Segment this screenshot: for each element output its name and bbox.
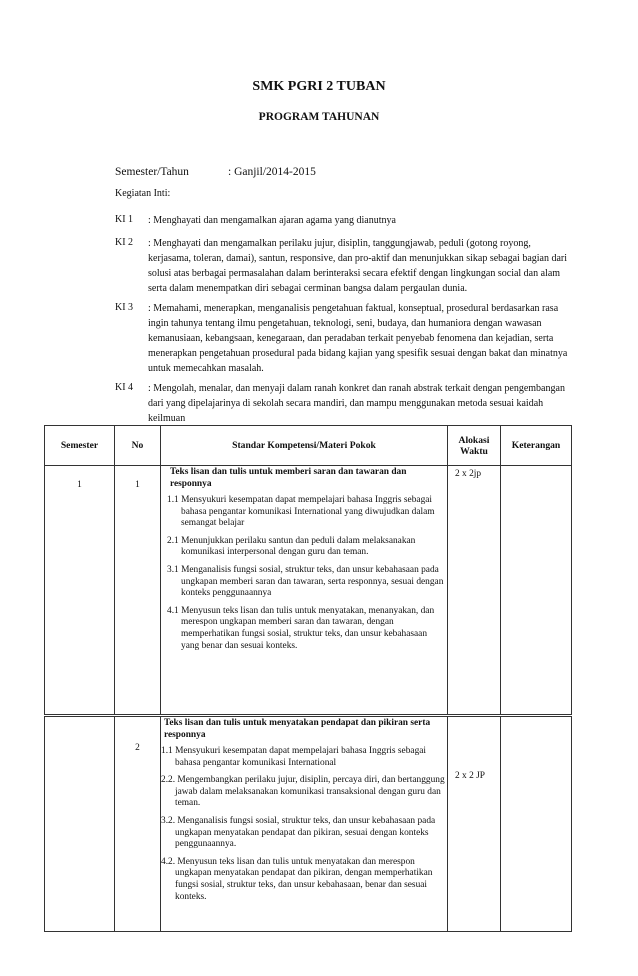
ki-text: : Memahami, menerapkan, menganalisis pengetahuan faktual, konseptual, prosedural berdasarkan rasa ingin tahunya tentang ilmu pengetahuan, teknologi, seni, budaya, dan humaniora dengan wawasan kemanusiaan, kebangsaan, kenegaraan, dan peradaban terkait penyebab fenomena dan kejadian, serta menerapkan pengetahuan prosedural pada bidang kajian yang spesifik sesuai dengan bakat dan minatnya untuk memecahkan masalah. bbox=[148, 303, 568, 374]
row-competency bbox=[161, 466, 448, 716]
row-alokasi: 2 x 2jp bbox=[448, 466, 501, 716]
ki-label: KI 3 bbox=[115, 302, 134, 313]
row-keterangan bbox=[501, 466, 572, 716]
header-alokasi bbox=[448, 426, 501, 466]
competency-item: 4.1 Menyusun teks lisan dan tulis untuk menyatakan, menanyakan, dan merespon ungkapan memberi saran dan tawaran, dengan memperhatikan fungsi sosial, struktur teks, dan unsur kebahasaan yang benar dan sesuai konteks. bbox=[167, 605, 435, 651]
ki-label: KI 4 bbox=[115, 382, 134, 393]
school-title: SMK PGRI 2 TUBAN bbox=[252, 79, 386, 94]
competency-title: Teks lisan dan tulis untuk menyatakan pendapat dan pikiran serta responnya bbox=[164, 718, 431, 740]
kegiatan-label: Kegiatan Inti: bbox=[115, 188, 171, 199]
row-semester bbox=[45, 716, 115, 932]
table-row bbox=[45, 466, 572, 716]
header-alokasi-line2: Waktu bbox=[460, 445, 488, 457]
header-keterangan: Keterangan bbox=[501, 426, 572, 466]
row-semester: 1 bbox=[45, 466, 115, 716]
row-no: 1 bbox=[115, 466, 161, 716]
competency-item: 1.1 Mensyukuri kesempatan dapat mempelajari bahasa Inggris sebagai bahasa pengantar komunikasi International yang diwujudkan dalam semangat belajar bbox=[167, 495, 435, 529]
competency-item: 2.1 Menunjukkan perilaku santun dan peduli dalam melaksanakan komunikasi interpersonal dengan guru dan teman. bbox=[167, 535, 416, 558]
ki-text: : Menghayati dan mengamalkan perilaku jujur, disiplin, tanggungjawab, peduli (gotong royong, kerjasama, toleran, damai), santun, responsive, dan pro-aktif dan menunjukkan sikap sebagai bagian dari solusi atas berbagai permasalahan dalam berinteraksi secara efektif dengan lingkungan social dan alam serta dalam menempatkan diri sebagai cerminan bangsa dalam pergaulan dunia. bbox=[148, 238, 568, 294]
competency-item: 4.2. Menyusun teks lisan dan tulis untuk menyatakan dan merespon ungkapan menyatakan pendapat dan pikiran, dengan memperhatikan fungsi sosial, struktur teks, dan unsur kebahasaan, benar dan sesuai konteks. bbox=[161, 856, 433, 902]
table-row bbox=[45, 716, 572, 932]
row-competency bbox=[161, 716, 448, 932]
header-semester: Semester bbox=[45, 426, 115, 466]
program-title: PROGRAM TAHUNAN bbox=[258, 111, 380, 123]
row-keterangan bbox=[501, 716, 572, 932]
competency-item: 3.2. Menganalisis fungsi sosial, struktur teks, dan unsur kebahasaan pada ungkapan menyatakan pendapat dan pikiran, sesuai dengan konteks penggunaannya. bbox=[161, 815, 436, 850]
competency-item: 3.1 Menganalisis fungsi sosial, struktur teks, dan unsur kebahasaan pada ungkapan memberi saran dan tawaran, serta responnya, sesuai dengan konteks penggunaannya bbox=[167, 564, 444, 599]
header-alokasi-line1: Alokasi bbox=[458, 434, 490, 446]
ki-label: KI 2 bbox=[115, 237, 134, 248]
competency-item: 2.2. Mengembangkan perilaku jujur, disiplin, percaya diri, dan bertanggung jawab dalam melaksanakan komunikasi transaksional dengan guru dan teman. bbox=[161, 775, 445, 809]
row-alokasi: 2 x 2 JP bbox=[448, 716, 501, 932]
ki-text: : Mengolah, menalar, dan menyaji dalam ranah konkret dan ranah abstrak terkait dengan pengembangan dari yang dipelajarinya di sekolah secara mandiri, dan mampu menggunakan metoda sesuai kaidah keilmuan bbox=[148, 383, 565, 424]
row-no: 2 bbox=[115, 716, 161, 932]
competency-item: 1.1 Mensyukuri kesempatan dapat mempelajari bahasa Inggris sebagai bahasa pengantar komunikasi International bbox=[161, 746, 427, 768]
header-no: No bbox=[115, 426, 161, 466]
semester-value: : Ganjil/2014-2015 bbox=[228, 166, 316, 178]
ki-label: KI 1 bbox=[115, 214, 134, 225]
ki-text: : Menghayati dan mengamalkan ajaran agama yang dianutnya bbox=[148, 215, 396, 226]
semester-label: Semester/Tahun bbox=[115, 166, 189, 178]
competency-title: Teks lisan dan tulis untuk memberi saran dan tawaran dan responnya bbox=[170, 467, 407, 489]
table-header-row bbox=[45, 426, 572, 466]
program-table bbox=[44, 425, 572, 932]
header-standar: Standar Kompetensi/Materi Pokok bbox=[161, 426, 448, 466]
